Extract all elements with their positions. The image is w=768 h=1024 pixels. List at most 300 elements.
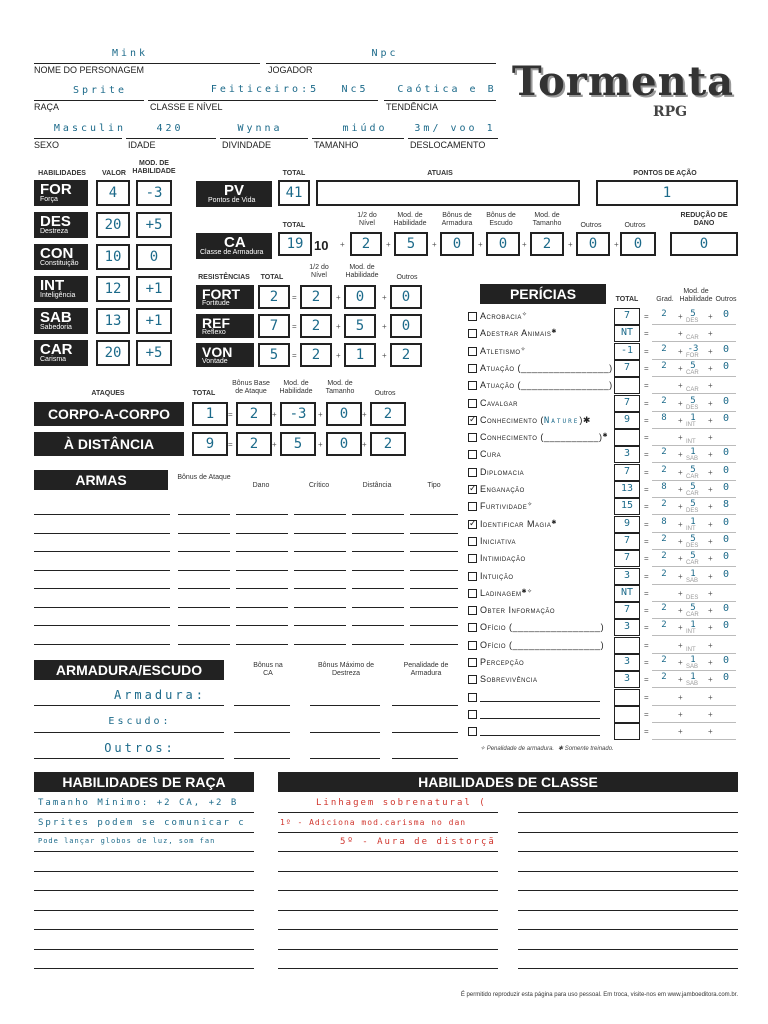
skill-row[interactable] [468,637,608,654]
weapon-line[interactable] [410,625,458,626]
weapon-line[interactable] [352,588,404,589]
weapon-line[interactable] [352,570,404,571]
weapon-line[interactable] [410,551,458,552]
skill-total-box[interactable] [614,637,640,654]
operator: = [644,519,649,529]
skill-underline [652,601,736,602]
skill-total: 15 [620,500,634,512]
operator: + [382,293,387,302]
race-abilities-title: HABILIDADES DE RAÇA [34,772,254,792]
race-ability-text: Pode lançar globos de luz, som fan [38,837,216,845]
race-label: RAÇA [34,102,60,112]
ability-con-value[interactable]: 10 [96,244,130,270]
skill-underline [652,462,736,463]
skill-trained-checkbox[interactable] [468,450,477,459]
ability-des-value[interactable]: 20 [96,212,130,238]
skill-trained-checkbox[interactable] [468,606,477,615]
weapon-line[interactable] [178,644,230,645]
action-points[interactable]: 1 [596,180,738,206]
ca-total-header: TOTAL [282,222,306,229]
armor-line[interactable] [392,732,458,733]
ability-con-mod[interactable]: 0 [136,244,172,270]
attack-mod[interactable]: -3 [280,402,316,426]
weapon-line[interactable] [294,533,346,534]
save-fort-half[interactable]: 2 [300,285,332,309]
weapon-line[interactable] [352,551,404,552]
weapon-line[interactable] [34,514,170,515]
skill-name: Atletismo✧ [480,345,527,356]
attack-total[interactable]: 9 [192,432,228,456]
skill-row[interactable] [468,429,608,446]
skill-other: 0 [722,620,730,632]
damage-reduction[interactable]: 0 [670,232,738,256]
weapon-line[interactable] [236,644,288,645]
operator: = [644,709,649,719]
class-ability-line[interactable] [518,949,738,950]
character-name-value[interactable]: Mink [111,48,149,59]
save-half-header: 1/2 do Nível [309,264,329,279]
armor-line[interactable] [34,705,224,706]
operator: + [708,363,713,373]
sex-value[interactable]: Masculin [53,123,127,134]
ability-for-mod[interactable]: -3 [136,180,172,206]
race-ability-line[interactable] [34,832,254,833]
skill-underline [652,359,736,360]
skill-row[interactable] [468,308,608,325]
operator: + [708,658,713,667]
save-fort-other[interactable]: 0 [390,285,422,309]
weapon-line[interactable] [410,570,458,571]
skill-trained-checkbox[interactable] [468,693,477,702]
save-ref-total[interactable]: 7 [258,314,290,338]
skill-row[interactable] [468,706,608,723]
skill-row[interactable] [468,446,608,463]
save-von-half[interactable]: 2 [300,343,332,367]
weapon-line[interactable] [294,514,346,515]
race-ability-line[interactable] [34,851,254,852]
skill-trained-checkbox[interactable] [468,710,477,719]
class-ability-text: 1º - Adiciona mod.carisma no dan [280,817,467,827]
class-ability-line[interactable] [518,832,738,833]
ca-other2[interactable]: 0 [620,232,656,256]
skill-row[interactable] [468,360,613,377]
ca-mod[interactable]: 5 [394,232,428,256]
operator: + [336,351,341,360]
skill-trained-checkbox[interactable] [468,468,477,477]
skill-trained-checkbox[interactable] [468,520,477,529]
skill-row[interactable] [468,377,613,394]
sex-label: SEXO [34,140,60,150]
weapon-line[interactable] [34,644,170,645]
weapon-line[interactable] [236,533,288,534]
ability-sab-value[interactable]: 13 [96,308,130,334]
weapon-line[interactable] [34,551,170,552]
skill-trained-checkbox[interactable] [468,485,477,494]
class-ability-line[interactable] [278,812,498,813]
weapon-line[interactable] [352,514,404,515]
skill-row[interactable] [468,481,608,498]
operator: + [678,381,683,391]
class-ability-line[interactable] [278,832,498,833]
operator: = [644,554,649,564]
race-ability-line[interactable] [34,949,254,950]
operator: + [362,410,367,419]
race-ability-line[interactable] [34,929,254,930]
save-von-other[interactable]: 2 [390,343,422,367]
ca-other1[interactable]: 0 [576,232,610,256]
attack-size[interactable]: 0 [326,432,362,456]
skill-total-box[interactable] [614,429,640,446]
skill-underline [652,722,736,723]
save-ref-half[interactable]: 2 [300,314,332,338]
ca-armor[interactable]: 0 [440,232,474,256]
skill-total-box[interactable] [614,706,640,723]
weapon-line[interactable] [294,644,346,645]
armor-line[interactable] [34,758,224,759]
weapon-line[interactable] [236,588,288,589]
skill-row[interactable] [468,723,608,740]
skill-name: Conhecimento (__________)✱ [480,432,608,443]
skill-row[interactable] [468,585,608,602]
skill-name: Adestrar Animais✱ [480,328,557,339]
weapon-line[interactable] [410,588,458,589]
operator: + [708,502,713,512]
skill-row[interactable] [468,343,608,360]
skill-ability-tag: CAR [686,473,699,480]
weapon-line[interactable] [34,533,170,534]
class-ability-line[interactable] [518,968,738,969]
skill-total: 7 [623,552,631,564]
operator: + [708,536,713,546]
operator: + [678,554,683,564]
weapon-line[interactable] [178,607,230,608]
weapon-line[interactable] [236,514,288,515]
class-ability-line[interactable] [278,949,498,950]
skill-underline [652,514,736,515]
skill-row[interactable] [468,619,608,636]
weapon-line[interactable] [178,533,230,534]
attacks-header: ATAQUES [91,390,125,397]
skill-total-box[interactable] [614,689,640,706]
skill-other: 0 [722,447,730,459]
class-ability-line[interactable] [278,871,498,872]
pv-total[interactable]: 41 [278,180,310,206]
skill-trained-checkbox[interactable] [468,312,477,321]
race-ability-line[interactable] [34,812,254,813]
skill-row[interactable] [468,550,608,567]
operator: + [708,640,713,650]
skill-row[interactable] [468,395,608,412]
weapon-line[interactable] [178,551,230,552]
skill-name: Ladinagem✱✧ [480,587,533,598]
movement-value[interactable]: 3m/ voo 1 [414,123,496,134]
abilities-header: HABILIDADES [38,170,86,177]
race-ability-line[interactable] [34,871,254,872]
race-ability-line[interactable] [34,890,254,891]
character-name-label: NOME DO PERSONAGEM [34,65,145,75]
armor-line[interactable] [392,705,458,706]
operator: + [678,709,683,719]
operator: + [678,692,683,702]
skill-trained-checkbox[interactable] [468,641,477,650]
pv-current-field[interactable] [316,180,580,206]
skill-trained-checkbox[interactable] [468,675,477,684]
weapon-line[interactable] [410,644,458,645]
weapon-line[interactable] [178,625,230,626]
skill-total: 7 [623,465,631,477]
ability-car-value[interactable]: 20 [96,340,130,366]
skill-trained-checkbox[interactable] [468,364,477,373]
skill-ability-tag: CAR [686,612,699,619]
race-ability-line[interactable] [34,968,254,969]
player-value[interactable]: Npc [371,48,399,59]
armor-ca-header: Bônus na CA [253,662,283,677]
attack-bba[interactable]: 2 [236,402,272,426]
skill-other: 0 [722,655,730,666]
alignment-value[interactable]: Caótica e B [397,84,497,95]
skill-trained-checkbox[interactable] [468,589,477,598]
class-ability-line[interactable] [518,910,738,911]
class-ability-text: 5º - Aura de distorçã [340,837,496,847]
ability-sab-label: SAB Sabedoria [34,308,88,334]
attack-bba[interactable]: 2 [236,432,272,456]
class-ability-line[interactable] [518,929,738,930]
weapon-line[interactable] [34,607,170,608]
skill-ability-tag: CAR [686,335,699,342]
skill-name: Enganação [480,484,525,494]
save-fort-label: FORT Fortitude [196,285,254,309]
weapon-line[interactable] [352,625,404,626]
skill-other: 0 [722,533,730,545]
weapon-line[interactable] [410,514,458,515]
ability-for-value[interactable]: 4 [96,180,130,206]
alignment-label: TENDÊNCIA [386,102,439,112]
race-ability-text: Tamanho Mínimo: +2 CA, +2 B [38,798,239,808]
weapon-line[interactable] [178,514,230,515]
attack-size[interactable]: 0 [326,402,362,426]
attack-total[interactable]: 1 [192,402,228,426]
class-ability-line[interactable] [518,851,738,852]
ability-mod-header: MOD. DE HABILIDADE [132,160,176,175]
skill-underline [652,670,736,671]
deity-value[interactable]: Wynna [237,123,283,134]
skill-other: 8 [722,499,730,511]
ability-des-mod[interactable]: +5 [136,212,172,238]
skill-mod: 1 [690,447,696,458]
armor-line[interactable] [310,732,380,733]
movement-label: DESLOCAMENTO [410,140,486,150]
ability-int-value[interactable]: 12 [96,276,130,302]
weapon-line[interactable] [410,533,458,534]
weapon-line[interactable] [34,570,170,571]
weapon-line[interactable] [236,607,288,608]
weapon-line[interactable] [34,588,170,589]
skill-row[interactable] [468,568,608,585]
skill-row[interactable] [468,533,608,550]
weapon-line[interactable] [294,570,346,571]
skill-total: 9 [623,517,631,529]
class-ability-line[interactable] [518,812,738,813]
weapon-line[interactable] [294,551,346,552]
save-ref-mod[interactable]: 5 [344,314,376,338]
armor-line[interactable] [310,758,380,759]
skill-trained-checkbox[interactable] [468,658,477,667]
operator: + [708,450,713,460]
save-von-total[interactable]: 5 [258,343,290,367]
attack-other[interactable]: 2 [370,402,406,426]
weapon-line[interactable] [236,625,288,626]
weapon-line[interactable] [34,625,170,626]
class-ability-line[interactable] [278,851,498,852]
weapon-type-header: Tipo [427,482,441,489]
weapon-line[interactable] [352,644,404,645]
skill-trained-checkbox[interactable] [468,554,477,563]
ca-half[interactable]: 2 [350,232,382,256]
skill-row[interactable] [468,654,608,671]
skill-name: Acrobacia✧ [480,311,528,321]
race-value[interactable]: Sprite [72,85,128,96]
operator: + [382,351,387,360]
skill-total: 7 [623,310,631,321]
skill-trained-checkbox[interactable] [468,537,477,546]
skill-row[interactable] [468,602,608,619]
operator: + [708,398,713,408]
skill-trained-checkbox[interactable] [468,399,477,408]
weapon-line[interactable] [410,607,458,608]
weapons-title: ARMAS [34,470,168,490]
class-ability-line[interactable] [278,910,498,911]
operator: + [678,588,683,598]
class-ability-line[interactable] [278,929,498,930]
attack-other[interactable]: 2 [370,432,406,456]
skill-trained-checkbox[interactable] [468,572,477,581]
attack-mod[interactable]: 5 [280,432,316,456]
operator: + [678,415,683,425]
operator: + [678,312,683,321]
size-value[interactable]: miúdo [342,123,388,134]
race-ability-line[interactable] [34,910,254,911]
skill-underline [652,411,736,412]
ability-car-mod[interactable]: +5 [136,340,172,366]
weapon-line[interactable] [178,588,230,589]
weapon-line[interactable] [352,607,404,608]
ability-int-mod[interactable]: +1 [136,276,172,302]
operator: + [362,440,367,449]
class-ability-line[interactable] [518,871,738,872]
ca-shield[interactable]: 0 [486,232,520,256]
class-label: CLASSE E NÍVEL [150,102,223,112]
weapon-line[interactable] [178,570,230,571]
operator: + [708,709,713,719]
ability-sab-mod[interactable]: +1 [136,308,172,334]
operator: + [678,329,683,339]
ca-size[interactable]: 2 [530,232,564,256]
skill-grad-header: Grad. [656,296,674,303]
weapon-line[interactable] [294,588,346,589]
skill-other: 0 [722,360,730,372]
skill-row[interactable] [468,516,608,533]
ability-car-label: CAR Carisma [34,340,88,366]
skill-trained-checkbox[interactable] [468,347,477,356]
player-label: JOGADOR [268,65,313,75]
class-value[interactable]: Feiticeiro:5 [210,84,320,95]
skill-grad: 2 [661,672,667,683]
skill-total: 9 [623,413,631,425]
age-value[interactable]: 420 [156,123,184,134]
skill-total-box[interactable] [614,723,640,740]
operator: + [678,363,683,373]
skill-underline [652,497,736,498]
skill-row[interactable] [468,412,608,429]
ca-mod-header: Mod. de Habilidade [393,212,427,227]
armor-line[interactable] [392,758,458,759]
ca-total[interactable]: 19 [278,232,312,256]
save-von-mod[interactable]: 1 [344,343,376,367]
skill-mod: 1 [690,655,696,665]
skill-underline [652,376,736,377]
skill-other: 0 [722,343,730,355]
skill-other: 0 [722,568,730,580]
skill-trained-checkbox[interactable] [468,416,477,425]
skill-row[interactable] [468,671,608,688]
saves-header: RESISTÊNCIAS [198,274,250,281]
class-ability-line[interactable] [518,890,738,891]
armor-line[interactable] [234,758,290,759]
save-fort-mod[interactable]: 0 [344,285,376,309]
level-value[interactable]: Nc5 [341,84,369,95]
skill-total-box[interactable] [614,377,640,394]
skill-underline [652,549,736,550]
attack-total-header: TOTAL [192,390,216,397]
weapon-line[interactable] [294,625,346,626]
armor-line[interactable] [234,732,290,733]
skill-trained-checkbox[interactable] [468,433,477,442]
skill-grad: 8 [661,482,667,492]
weapon-line[interactable] [352,533,404,534]
skill-grad: 2 [661,309,667,319]
operator: + [708,433,713,443]
class-ability-line[interactable] [278,890,498,891]
class-ability-line[interactable] [278,968,498,969]
skill-row[interactable] [468,325,608,342]
skill-row[interactable] [468,689,608,706]
armor-line[interactable] [234,705,290,706]
skill-underline [652,566,736,567]
skill-trained-checkbox[interactable] [468,727,477,736]
skill-total: 13 [620,483,634,494]
skill-trained-checkbox[interactable] [468,329,477,338]
save-ref-other[interactable]: 0 [390,314,422,338]
skill-trained-checkbox[interactable] [468,381,477,390]
weapon-line[interactable] [236,551,288,552]
skill-row[interactable] [468,498,608,515]
dr-header: REDUÇÃO DE DANO [680,212,728,227]
armor-line[interactable] [310,705,380,706]
skill-underline [652,341,736,342]
weapon-line[interactable] [236,570,288,571]
save-fort-total[interactable]: 2 [258,285,290,309]
operator: = [644,588,649,598]
skill-trained-checkbox[interactable] [468,623,477,632]
skill-trained-checkbox[interactable] [468,502,477,511]
skill-mod: 5 [690,533,696,544]
weapon-line[interactable] [294,607,346,608]
skill-other-header: Outros [715,296,737,303]
armor-line[interactable] [34,732,224,733]
save-mod-header: Mod. de Habilidade [345,264,379,279]
skill-ability-tag: INT [686,629,696,636]
skill-row[interactable] [468,464,608,481]
